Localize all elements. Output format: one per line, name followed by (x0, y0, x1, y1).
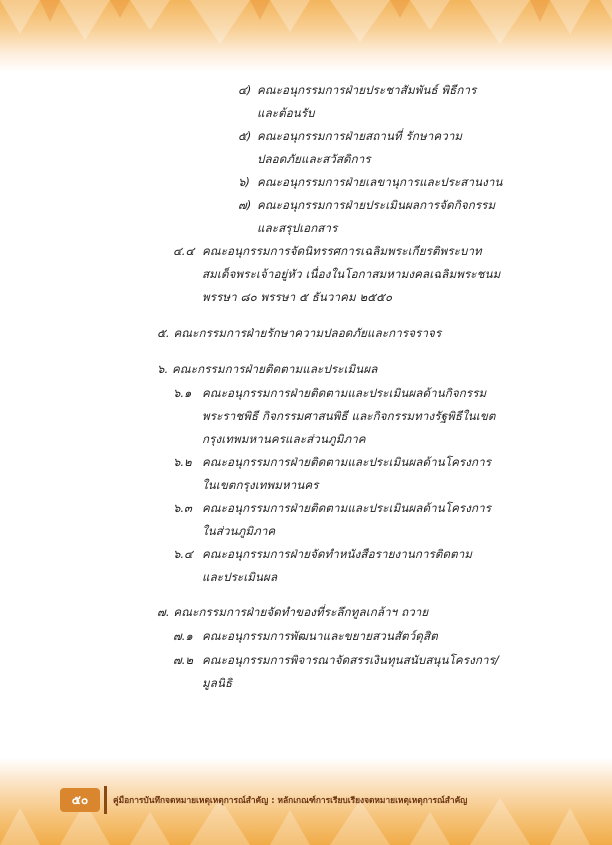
list-item-text: และประเมินผล (202, 570, 278, 584)
list-item-text: คณะอนุกรรมการพิจารณาจัดสรรเงินทุนสนับสนุนโครงการ/ (202, 653, 499, 667)
list-item-text: คณะอนุกรรมการฝ่ายประเมินผลการจัดกิจกรรม (257, 198, 496, 212)
list-item-text: คณะอนุกรรมการฝ่ายติดตามและประเมินผลด้านกิจกรรม (202, 386, 487, 400)
list-item-number: ๔) (238, 83, 252, 97)
list-item-text: และต้อนรับ (257, 106, 315, 120)
list-item-text: ปลอดภัยและสวัสดิการ (257, 152, 371, 166)
list-item-text: พรรษา ๘๐ พรรษา ๕ ธันวาคม ๒๕๕๐ (202, 290, 393, 304)
list-item-number: ๕) (238, 129, 252, 143)
list-item-text: ในส่วนภูมิภาค (202, 524, 276, 538)
footer-divider (104, 786, 107, 814)
list-item-text: และสรุปเอกสาร (257, 221, 338, 235)
list-item-text: คณะอนุกรรมการฝ่ายจัดทำหนังสือรายงานการติดตาม (202, 547, 473, 561)
list-item-text: ในเขตกรุงเทพมหานคร (202, 478, 319, 492)
list-item-text: คณะอนุกรรมการฝ่ายเลขานุการและประสานงาน (257, 175, 503, 189)
list-item-text: กรุงเทพมหานครและส่วนภูมิภาค (202, 432, 366, 446)
list-item-number: ๗) (238, 198, 252, 212)
list-item-number: ๖) (238, 175, 250, 189)
list-item-number: ๗.๑ (173, 629, 193, 643)
list-item-number: ๖.๑ (173, 386, 192, 400)
list-item-text: คณะอนุกรรมการพัฒนาและขยายสวนสัตว์ดุสิต (202, 629, 438, 643)
list-item-text: สมเด็จพระเจ้าอยู่หัว เนื่องในโอกาสมหามงคลเฉลิมพระชนม (202, 267, 501, 281)
list-item-text: พระราชพิธี กิจกรรมศาสนพิธี และกิจกรรมทางรัฐพิธีในเขต (202, 409, 496, 423)
list-item-text: มูลนิธิ (202, 676, 233, 690)
section-heading: ๗. คณะกรรมการฝ่ายจัดทำของที่ระลึกทูลเกล้าฯ ถวาย (157, 605, 429, 619)
footer-title: คู่มือการบันทึกจดหมายเหตุเหตุการณ์สำคัญ : หลักเกณฑ์การเรียบเรียงจดหมายเหตุเหตุการณ์สำคัญ (113, 795, 468, 805)
section-heading: ๕. คณะกรรมการฝ่ายรักษาความปลอดภัยและการจราจร (157, 326, 442, 340)
page-number: ๕๐ (60, 788, 100, 812)
list-item-number: ๖.๒ (173, 455, 192, 469)
list-item-text: คณะอนุกรรมการฝ่ายติดตามและประเมินผลด้านโครงการ (202, 501, 492, 515)
section-heading: ๖. คณะกรรมการฝ่ายติดตามและประเมินผล (157, 362, 378, 376)
list-item-number: ๖.๓ (173, 501, 192, 515)
list-item-text: คณะอนุกรรมการฝ่ายสถานที่ รักษาความ (257, 129, 463, 143)
list-item-number: ๖.๔ (173, 547, 193, 561)
list-item-text: คณะอนุกรรมการจัดนิทรรศการเฉลิมพระเกียรติพระบาท (202, 244, 482, 258)
list-item-text: คณะอนุกรรมการฝ่ายประชาสัมพันธ์ พิธีการ (257, 83, 477, 97)
list-item-number: ๔.๔ (173, 244, 195, 258)
list-item-number: ๗.๒ (173, 653, 194, 667)
list-item-text: คณะอนุกรรมการฝ่ายติดตามและประเมินผลด้านโครงการ (202, 455, 492, 469)
